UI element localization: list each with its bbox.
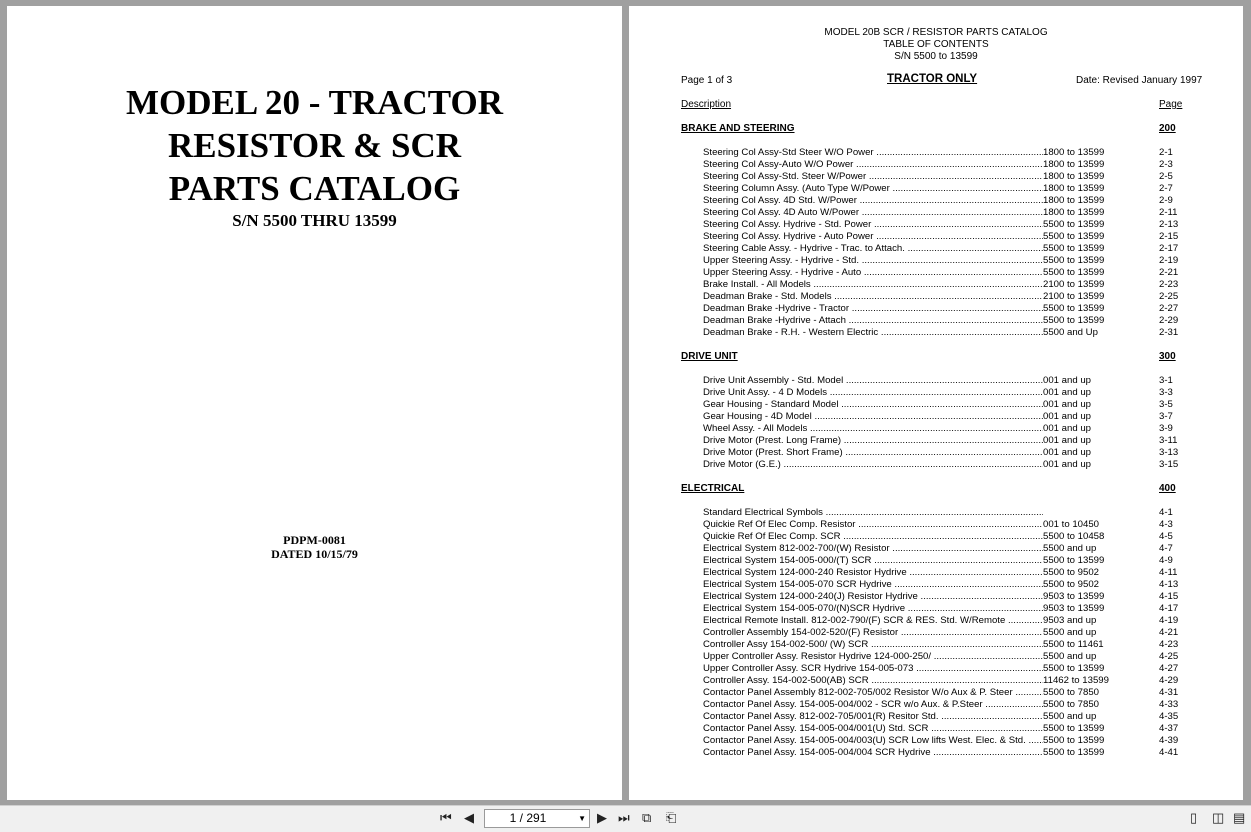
toc-entry[interactable]: [703, 627, 1203, 639]
toc-header-line: S/N 5500 to 13599: [894, 51, 978, 62]
entry-serial-range: 1800 to 13599: [1043, 171, 1105, 182]
entry-page: 2-15: [1159, 231, 1179, 242]
toc-entry[interactable]: [703, 231, 1203, 243]
cover-page: [7, 6, 622, 800]
entry-page: 3-15: [1159, 459, 1179, 470]
entry-page: 4-3: [1159, 519, 1173, 530]
entry-description: Drive Unit Assembly - Std. Model .....: [703, 375, 1043, 387]
chevron-down-icon[interactable]: ▼: [578, 814, 586, 823]
entry-description: Electrical System 154-005-000/(T) SCR .....: [703, 555, 1043, 567]
entry-serial-range: 001 and up: [1043, 375, 1092, 386]
continuous-view-icon[interactable]: ⎗: [666, 810, 677, 825]
toc-entry[interactable]: [703, 255, 1203, 267]
entry-page: 4-13: [1159, 579, 1179, 590]
entry-description: Electrical System 154-005-070 SCR Hydrive .....: [703, 579, 1043, 591]
entry-serial-range: 5500 to 7850: [1043, 699, 1100, 710]
entry-description: Standard Electrical Symbols .....: [703, 507, 1043, 519]
entry-description: Controller Assembly 154-002-520/(F) Resistor .....: [703, 627, 1043, 639]
entry-serial-range: 5500 to 13599: [1043, 555, 1105, 566]
first-page-icon[interactable]: ⏮︎: [440, 810, 452, 825]
toc-entry[interactable]: [703, 291, 1203, 303]
cover-serial: S/N 5500 THRU 13599: [232, 211, 397, 230]
toc-page: [629, 6, 1243, 800]
entry-description: Contactor Panel Assy. 154-005-004/002 - SCR w/o Aux. & P.Steer .....: [703, 699, 1043, 711]
toc-entry[interactable]: [703, 147, 1203, 159]
toc-entry[interactable]: [703, 423, 1203, 435]
entry-page: 2-19: [1159, 255, 1179, 266]
entry-description: Steering Col Assy-Auto W/O Power .....: [703, 159, 1043, 171]
entry-description: Upper Controller Assy. SCR Hydrive 154-005-073 .....: [703, 663, 1043, 675]
entry-page: 4-1: [1159, 507, 1173, 518]
toc-entry[interactable]: [703, 183, 1203, 195]
entry-page: 4-25: [1159, 651, 1179, 662]
entry-page: 4-15: [1159, 591, 1179, 602]
toc-entry[interactable]: [703, 567, 1203, 579]
entry-page: 2-25: [1159, 291, 1179, 302]
entry-page: 4-33: [1159, 699, 1179, 710]
toc-entry[interactable]: [703, 747, 1203, 759]
entry-serial-range: 5500 to 13599: [1043, 663, 1105, 674]
entry-serial-range: 9503 and up: [1043, 615, 1097, 626]
entry-serial-range: 5500 to 13599: [1043, 267, 1105, 278]
entry-serial-range: 5500 to 7850: [1043, 687, 1100, 698]
entry-description: Gear Housing - Standard Model .....: [703, 399, 1043, 411]
entry-page: 2-11: [1159, 207, 1178, 218]
entry-description: Controller Assy 154-002-500/ (W) SCR .....: [703, 639, 1043, 651]
page-number-field[interactable]: [484, 809, 590, 828]
entry-description: Drive Motor (G.E.) .....: [703, 459, 1043, 471]
toc-entry[interactable]: [703, 507, 1203, 519]
entry-page: 4-39: [1159, 735, 1179, 746]
toc-entry[interactable]: [703, 195, 1203, 207]
entry-description: Steering Col Assy-Std Steer W/O Power .....: [703, 147, 1043, 159]
cover-title-line: RESISTOR & SCR: [167, 126, 462, 165]
entry-description: Upper Steering Assy. - Hydrive - Std. .....: [703, 255, 1043, 267]
entry-page: 2-3: [1159, 159, 1173, 170]
section-title: ELECTRICAL: [681, 483, 745, 494]
toc-entry[interactable]: [703, 543, 1203, 555]
entry-serial-range: 5500 to 9502: [1043, 567, 1100, 578]
toc-entry[interactable]: [703, 411, 1203, 423]
entry-page: 2-31: [1159, 327, 1179, 338]
entry-page: 3-1: [1159, 375, 1173, 386]
toc-entry[interactable]: [703, 375, 1203, 387]
toc-entry[interactable]: [703, 303, 1203, 315]
toc-entry[interactable]: [703, 663, 1203, 675]
section-title: BRAKE AND STEERING: [681, 123, 795, 134]
entry-serial-range: 001 and up: [1043, 387, 1092, 398]
entry-serial-range: 5500 to 13599: [1043, 219, 1105, 230]
entry-page: 4-27: [1159, 663, 1179, 674]
entry-serial-range: 11462 to 13599: [1043, 675, 1109, 686]
entry-description: Drive Unit Assy. - 4 D Models .....: [703, 387, 1043, 399]
entry-page: 2-7: [1159, 183, 1173, 194]
page-layout-icon[interactable]: ⧉: [642, 810, 652, 825]
toc-entry[interactable]: [703, 723, 1203, 735]
entry-serial-range: 5500 and up: [1043, 543, 1097, 554]
entry-serial-range: 5500 to 13599: [1043, 315, 1105, 326]
toc-entry[interactable]: [703, 579, 1203, 591]
entry-serial-range: 5500 and up: [1043, 627, 1097, 638]
page-number-value: 1 / 291: [509, 811, 547, 825]
entry-page: 2-21: [1159, 267, 1179, 278]
entry-serial-range: 9503 to 13599: [1043, 591, 1105, 602]
cover-title-line: MODEL 20 - TRACTOR: [126, 83, 503, 122]
toc-entry[interactable]: [703, 315, 1203, 327]
toc-entry[interactable]: [703, 207, 1203, 219]
entry-page: 4-7: [1159, 543, 1173, 554]
revised-date: Date: Revised January 1997: [1076, 75, 1203, 86]
entry-description: Steering Column Assy. (Auto Type W/Power .....: [703, 183, 1043, 195]
entry-serial-range: 001 and up: [1043, 435, 1092, 446]
entry-description: Upper Steering Assy. - Hydrive - Auto .....: [703, 267, 1043, 279]
entry-serial-range: 1800 to 13599: [1043, 195, 1105, 206]
entry-description: Deadman Brake -Hydrive - Tractor .....: [703, 303, 1043, 315]
entry-description: Steering Col Assy. 4D Auto W/Power .....: [703, 207, 1043, 219]
entry-serial-range: 5500 to 13599: [1043, 723, 1105, 734]
entry-description: Contactor Panel Assy. 812-002-705/001(R) Resitor Std. .....: [703, 711, 1043, 723]
toc-entry[interactable]: [703, 687, 1203, 699]
entry-description: Electrical System 154-005-070/(N)SCR Hydrive .....: [703, 603, 1043, 615]
entry-serial-range: 5500 and up: [1043, 651, 1097, 662]
toc-entry[interactable]: [703, 171, 1203, 183]
entry-page: 2-1: [1159, 147, 1173, 158]
entry-serial-range: 5500 to 13599: [1043, 303, 1105, 314]
entry-page: 2-17: [1159, 243, 1179, 254]
entry-description: Electrical System 124-000-240 Resistor Hydrive .....: [703, 567, 1043, 579]
entry-page: 2-13: [1159, 219, 1179, 230]
entry-page: 3-11: [1159, 435, 1178, 446]
cover-title-line: PARTS CATALOG: [168, 169, 461, 208]
entry-serial-range: 9503 to 13599: [1043, 603, 1105, 614]
section-page: 400: [1159, 483, 1176, 494]
toc-entry[interactable]: [703, 447, 1203, 459]
entry-description: Steering Col Assy-Std. Steer W/Power .....: [703, 171, 1043, 183]
toc-entry[interactable]: [703, 387, 1203, 399]
entry-description: Contactor Panel Assembly 812-002-705/002 Resistor W/o Aux & P. Steer .....: [703, 687, 1043, 699]
entry-page: 4-5: [1159, 531, 1173, 542]
entry-page: 2-23: [1159, 279, 1179, 290]
cover-doc-info: [7, 533, 622, 561]
entry-description: Deadman Brake - Std. Models .....: [703, 291, 1043, 303]
entry-page: 3-3: [1159, 387, 1173, 398]
entry-page: 3-5: [1159, 399, 1173, 410]
entry-description: Electrical System 812-002-700/(W) Resistor .....: [703, 543, 1043, 555]
col-description-header: Description: [681, 99, 732, 110]
next-page-icon[interactable]: ▶︎: [597, 810, 607, 825]
toc-entry[interactable]: [703, 735, 1203, 747]
entry-page: 4-37: [1159, 723, 1179, 734]
entry-page: 4-35: [1159, 711, 1179, 722]
entry-serial-range: 2100 to 13599: [1043, 291, 1105, 302]
toc-entry[interactable]: [703, 243, 1203, 255]
toc-entry[interactable]: [703, 711, 1203, 723]
toc-entry[interactable]: [703, 651, 1203, 663]
toc-entry[interactable]: [703, 435, 1203, 447]
toc-entry[interactable]: [703, 399, 1203, 411]
section-page: 200: [1159, 123, 1176, 134]
col-page-header: Page: [1159, 99, 1183, 110]
toc-entry[interactable]: [703, 327, 1203, 339]
entry-description: Drive Motor (Prest. Short Frame) .....: [703, 447, 1043, 459]
entry-description: Steering Col Assy. Hydrive - Std. Power .....: [703, 219, 1043, 231]
entry-page: 4-23: [1159, 639, 1179, 650]
entry-page: 4-9: [1159, 555, 1173, 566]
toc-subtitle: TRACTOR ONLY: [887, 73, 978, 85]
entry-page: 2-5: [1159, 171, 1173, 182]
entry-page: 3-9: [1159, 423, 1173, 434]
toc-entry[interactable]: [703, 267, 1203, 279]
entry-serial-range: 5500 to 11461: [1043, 639, 1104, 650]
section-page: 300: [1159, 351, 1176, 362]
entry-serial-range: 5500 to 13599: [1043, 243, 1105, 254]
entry-description: Electrical Remote Install. 812-002-790/(F) SCR & RES. Std. W/Remote .....: [703, 615, 1043, 627]
entry-page: 4-17: [1159, 603, 1179, 614]
toc-entry[interactable]: [703, 219, 1203, 231]
facing-view-icon[interactable]: ◫: [1212, 810, 1225, 825]
toc-header-line: MODEL 20B SCR / RESISTOR PARTS CATALOG: [824, 27, 1048, 38]
entry-serial-range: 5500 to 13599: [1043, 231, 1105, 242]
viewer-toolbar: [0, 805, 1251, 832]
entry-description: Contactor Panel Assy. 154-005-004/004 SCR Hydrive .....: [703, 747, 1043, 759]
entry-serial-range: 5500 and up: [1043, 711, 1097, 722]
toc-entry[interactable]: [703, 699, 1203, 711]
entry-serial-range: 1800 to 13599: [1043, 183, 1105, 194]
entry-page: 2-27: [1159, 303, 1179, 314]
entry-serial-range: 5500 to 10458: [1043, 531, 1105, 542]
facing-continuous-icon[interactable]: ▤: [1233, 810, 1246, 825]
entry-page: 4-21: [1159, 627, 1179, 638]
entry-page: 4-31: [1159, 687, 1179, 698]
entry-description: Steering Col Assy. Hydrive - Auto Power .....: [703, 231, 1043, 243]
entry-serial-range: 5500 to 13599: [1043, 255, 1105, 266]
entry-description: Quickie Ref Of Elec Comp. Resistor .....: [703, 519, 1043, 531]
entry-description: Deadman Brake - R.H. - Western Electric .....: [703, 327, 1043, 339]
entry-serial-range: 1800 to 13599: [1043, 159, 1105, 170]
section-title: DRIVE UNIT: [681, 351, 738, 362]
entry-serial-range: 1800 to 13599: [1043, 207, 1105, 218]
entry-description: Upper Controller Assy. Resistor Hydrive 124-000-250/ .....: [703, 651, 1043, 663]
entry-serial-range: 5500 to 9502: [1043, 579, 1100, 590]
toc-entry[interactable]: [703, 591, 1203, 603]
entry-description: Electrical System 124-000-240(J) Resistor Hydrive .....: [703, 591, 1043, 603]
entry-serial-range: 001 and up: [1043, 459, 1092, 470]
toc-entry[interactable]: [703, 459, 1203, 471]
entry-description: Deadman Brake -Hydrive - Attach .....: [703, 315, 1043, 327]
doc-date: DATED 10/15/79: [271, 547, 358, 561]
entry-serial-range: 001 and up: [1043, 399, 1092, 410]
single-page-view-icon[interactable]: ▯: [1190, 810, 1198, 825]
entry-page: 4-11: [1159, 567, 1178, 578]
entry-serial-range: 5500 to 13599: [1043, 747, 1105, 758]
toc-entry[interactable]: [703, 675, 1203, 687]
entry-page: 4-29: [1159, 675, 1179, 686]
entry-serial-range: 001 and up: [1043, 447, 1092, 458]
entry-page: 4-19: [1159, 615, 1179, 626]
entry-page: 3-7: [1159, 411, 1173, 422]
entry-serial-range: 2100 to 13599: [1043, 279, 1105, 290]
cover-title: [7, 81, 622, 210]
toc-entry[interactable]: [703, 615, 1203, 627]
last-page-icon[interactable]: ⏭︎: [618, 810, 630, 825]
entry-serial-range: 001 and up: [1043, 423, 1092, 434]
entry-serial-range: 5500 to 13599: [1043, 735, 1105, 746]
entry-description: Contactor Panel Assy. 154-005-004/001(U) Std. SCR .....: [703, 723, 1043, 735]
toc-entry[interactable]: [703, 279, 1203, 291]
entry-serial-range: 5500 and Up: [1043, 327, 1098, 338]
toc-entry[interactable]: [703, 639, 1203, 651]
page-of-label: Page 1 of 3: [681, 75, 733, 86]
entry-description: Steering Cable Assy. - Hydrive - Trac. to Attach. .....: [703, 243, 1043, 255]
toc-entry[interactable]: [703, 519, 1203, 531]
entry-serial-range: 001 to 10450: [1043, 519, 1100, 530]
toc-header-line: TABLE OF CONTENTS: [883, 39, 989, 50]
doc-number: PDPM-0081: [283, 533, 346, 547]
entry-description: Gear Housing - 4D Model .....: [703, 411, 1043, 423]
toc-entry[interactable]: [703, 159, 1203, 171]
entry-page: 2-29: [1159, 315, 1179, 326]
toc-header: [629, 27, 1243, 63]
entry-description: Wheel Assy. - All Models .....: [703, 423, 1043, 435]
entry-description: Steering Col Assy. 4D Std. W/Power .....: [703, 195, 1043, 207]
entry-description: Contactor Panel Assy. 154-005-004/003(U) SCR Low lifts West. Elec. & Std. .....: [703, 735, 1043, 747]
entry-page: 3-13: [1159, 447, 1179, 458]
toc-entry[interactable]: [703, 531, 1203, 543]
toc-entry[interactable]: [703, 555, 1203, 567]
entry-serial-range: 1800 to 13599: [1043, 147, 1105, 158]
entry-page: 4-41: [1159, 747, 1179, 758]
toc-entry[interactable]: [703, 603, 1203, 615]
entry-page: 2-9: [1159, 195, 1173, 206]
entry-serial-range: 001 and up: [1043, 411, 1092, 422]
entry-description: Brake Install. - All Models .....: [703, 279, 1043, 291]
entry-description: Drive Motor (Prest. Long Frame) .....: [703, 435, 1043, 447]
entry-description: Quickie Ref Of Elec Comp. SCR .....: [703, 531, 1043, 543]
entry-description: Controller Assy. 154-002-500(AB) SCR .....: [703, 675, 1043, 687]
prev-page-icon[interactable]: ◀︎: [464, 810, 474, 825]
